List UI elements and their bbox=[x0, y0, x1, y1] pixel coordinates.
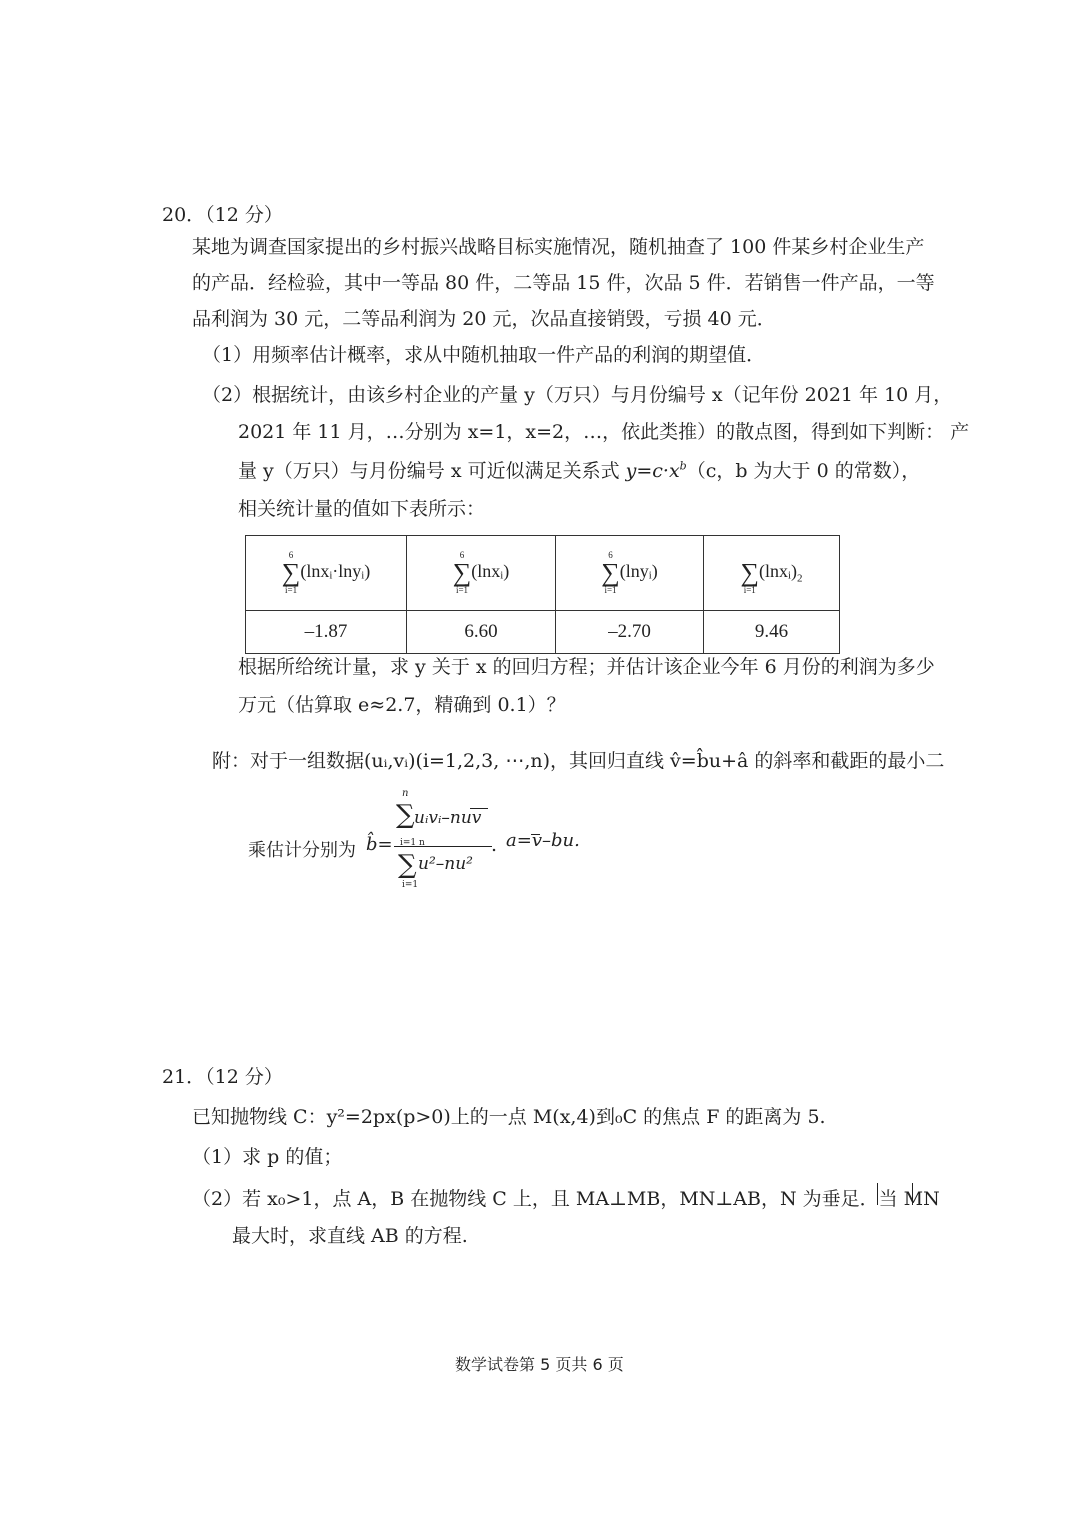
q20-model-formula: y=c·x bbox=[625, 460, 680, 482]
table-header-sup: 2 bbox=[796, 572, 803, 585]
q20-part2-line-4: 相关统计量的值如下表所示： bbox=[238, 498, 486, 520]
q20-heading: 20．（12 分） bbox=[162, 204, 283, 226]
q20-para-line-2: 的产品．经检验，其中一等品 80 件，二等品 15 件，次品 5 件．若销售一件产品，一等 bbox=[192, 272, 935, 294]
q20-part2-line-3 bbox=[238, 456, 920, 483]
q20-part2-line-2: 2021 年 11 月，…分别为 x=1，x=2，…，依此类推）的散点图，得到如下判断： 产 bbox=[238, 421, 970, 443]
intercept-formula: a=v–bu. bbox=[506, 830, 580, 851]
q21-part2-line-1: （2）若 x₀>1，点 A，B 在抛物线 C 上，且 MA⊥MB，MN⊥AB，N 为垂足．当 MN bbox=[192, 1188, 940, 1210]
abs-value-bar-right bbox=[912, 1183, 913, 1205]
abs-value-bar-left bbox=[877, 1183, 878, 1205]
denominator-lower-limit: i=1 bbox=[402, 880, 419, 890]
table-header-cell bbox=[407, 536, 556, 611]
q21-heading: 21．（12 分） bbox=[162, 1066, 283, 1088]
q21-part1: （1）求 p 的值； bbox=[192, 1146, 343, 1168]
numerator-upper-limit: n bbox=[402, 788, 409, 799]
fraction-bar bbox=[394, 846, 492, 847]
q20-para-line-1: 某地为调查国家提出的乡村振兴战略目标实施情况，随机抽查了 100 件某乡村企业生产 bbox=[192, 236, 925, 258]
numerator-expr: uᵢvᵢ–nuv bbox=[414, 808, 482, 828]
sum-symbol: 6 ∑ i=1 bbox=[281, 550, 301, 595]
fraction-end-dot: . bbox=[491, 834, 498, 856]
table-value-cell: 9.46 bbox=[704, 611, 840, 654]
table-header-expr: (lnxᵢ) bbox=[759, 561, 797, 582]
q20-part1: （1）用频率估计概率，求从中随机抽取一件产品的利润的期望值． bbox=[202, 344, 766, 366]
table-header-cell bbox=[246, 536, 407, 611]
table-header-expr: (lnxᵢ) bbox=[471, 561, 510, 582]
statistics-table-value-row bbox=[246, 611, 840, 654]
q20-appendix-prefix: 乘估计分别为 bbox=[248, 840, 356, 861]
table-header-expr: (lnyᵢ) bbox=[619, 561, 658, 582]
q21-line-1: 已知抛物线 C：y²=2px(p>0)上的一点 M(x,4)到₀C 的焦点 F 的距离为 5. bbox=[192, 1106, 826, 1128]
q20-para-line-3: 品利润为 30 元，二等品利润为 20 元，次品直接销毁，亏损 40 元． bbox=[192, 308, 776, 330]
q20-after-line-1: 根据所给统计量，求 y 关于 x 的回归方程；并估计该企业今年 6 月份的利润为多少 bbox=[238, 656, 935, 678]
intercept-vbar bbox=[531, 834, 540, 835]
table-value-cell: –2.70 bbox=[556, 611, 704, 654]
table-value-cell: –1.87 bbox=[246, 611, 407, 654]
numerator-vbar bbox=[470, 808, 488, 809]
table-header-cell bbox=[556, 536, 704, 611]
denominator-expr: u²–nu² bbox=[418, 854, 473, 874]
q20-appendix-line-1: 附：对于一组数据(uᵢ,vᵢ)(i=1,2,3, ⋯,n)，其回归直线 v̂=b̂u+â 的斜率和截距的最小二 bbox=[212, 750, 945, 772]
numerator-sum-symbol: ∑ bbox=[396, 800, 415, 830]
table-header-expr: (lnxᵢ·lnyᵢ) bbox=[300, 561, 371, 582]
b-hat-label: b̂= bbox=[366, 834, 393, 855]
denominator-sum-symbol: ∑ bbox=[398, 850, 417, 880]
table-value-cell: 6.60 bbox=[407, 611, 556, 654]
sum-symbol: 6 ∑ i=1 bbox=[601, 550, 620, 595]
sum-symbol: 6 ∑ i=1 bbox=[452, 550, 472, 595]
q20-part2-line-3-text: 量 y（万只）与月份编号 x 可近似满足关系式 bbox=[238, 460, 626, 482]
table-header-cell bbox=[704, 536, 840, 611]
q20-part2-line-3-tail: （c，b 为大于 0 的常数）， bbox=[686, 460, 921, 482]
q21-part2-line-2: 最大时，求直线 AB 的方程. bbox=[232, 1225, 468, 1247]
q20-model-exponent: b bbox=[679, 459, 687, 473]
denominator-limits: i=1 n bbox=[400, 838, 425, 848]
sum-symbol: ∑ i=1 bbox=[740, 558, 760, 595]
q20-after-line-2: 万元（估算取 e≈2.7，精确到 0.1）？ bbox=[238, 694, 566, 716]
q20-part2-line-1: （2）根据统计，由该乡村企业的产量 y（万只）与月份编号 x（记年份 2021 年 10 月， bbox=[202, 384, 953, 406]
page-footer: 数学试卷第 5 页共 6 页 bbox=[455, 1355, 624, 1374]
statistics-table bbox=[245, 535, 840, 654]
statistics-table-header-row bbox=[246, 536, 840, 611]
